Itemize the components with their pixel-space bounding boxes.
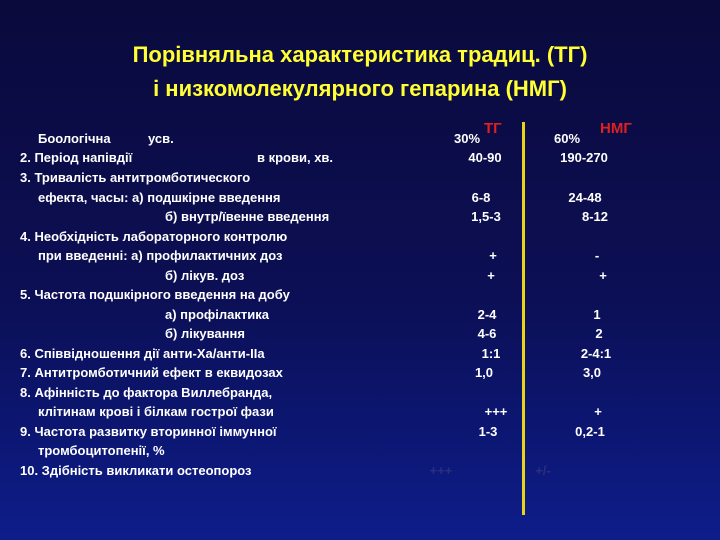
- tg-value: +++: [429, 463, 453, 478]
- table-row: [0, 188, 720, 208]
- row-label: 4. Необхідність лабораторного контролю: [20, 229, 288, 244]
- nmg-value: 2: [595, 326, 603, 341]
- table-row: [0, 266, 720, 286]
- row-label: Боологічна: [38, 131, 111, 146]
- row-label-extra: усв.: [148, 131, 174, 146]
- table-row: [0, 344, 720, 364]
- tg-value: 30%: [453, 131, 481, 146]
- table-row: [0, 422, 720, 442]
- table-row: [0, 227, 720, 247]
- table-row: [0, 246, 720, 266]
- table-row: [0, 129, 720, 149]
- tg-value: 1,0: [474, 365, 494, 380]
- tg-value: 1:1: [481, 346, 501, 361]
- nmg-value: +: [594, 404, 602, 419]
- row-label: 9. Частота развитку вторинної іммунної: [20, 424, 277, 439]
- nmg-value: 190-270: [560, 150, 608, 165]
- column-header-nmg: НМГ: [600, 120, 632, 137]
- tg-value: 40-90: [468, 150, 502, 165]
- column-header-tg: ТГ: [484, 120, 502, 137]
- nmg-value: +: [599, 268, 607, 283]
- table-row: [0, 148, 720, 168]
- title-line-2: і низкомолекулярного гепарина (НМГ): [153, 76, 567, 101]
- row-label: а) профілактика: [165, 307, 269, 322]
- title-line-1: Порівняльна характеристика традиц. (ТГ): [132, 42, 588, 67]
- nmg-value: 24-48: [568, 190, 602, 205]
- nmg-value: 1: [593, 307, 601, 322]
- row-label: 10. Здібність викликати остеопороз: [20, 463, 252, 478]
- nmg-value: +/-: [535, 463, 551, 478]
- row-label-extra: в крови, хв.: [257, 150, 334, 165]
- row-label: б) внутр/ївенне введення: [165, 209, 330, 224]
- tg-value: 4-6: [477, 326, 497, 341]
- tg-value: +: [489, 248, 497, 263]
- tg-value: 1,5-3: [471, 209, 501, 224]
- table-row: [0, 402, 720, 422]
- table-row: [0, 305, 720, 325]
- row-label: 5. Частота подшкірного введення на добу: [20, 287, 290, 302]
- table-row: [0, 461, 720, 481]
- slide-title: [0, 38, 720, 106]
- nmg-value: -: [594, 248, 600, 263]
- tg-value: 2-4: [477, 307, 497, 322]
- row-label: ефекта, часы: а) подшкірне введення: [38, 190, 281, 205]
- row-label: 3. Тривалість антитромботического: [20, 170, 251, 185]
- nmg-value: 2-4:1: [580, 346, 612, 361]
- row-label: б) лікування: [165, 326, 245, 341]
- table-row: [0, 168, 720, 188]
- tg-value: +++: [484, 404, 508, 419]
- table-row: [0, 207, 720, 227]
- nmg-value: 60%: [553, 131, 581, 146]
- row-label: 2. Період напівдії: [20, 150, 133, 165]
- table-row: [0, 285, 720, 305]
- nmg-value: 0,2-1: [575, 424, 605, 439]
- nmg-value: 8-12: [581, 209, 609, 224]
- row-label: тромбоцитопенії, %: [38, 443, 165, 458]
- table-row: [0, 383, 720, 403]
- tg-value: 6-8: [471, 190, 491, 205]
- row-label: 7. Антитромботичний ефект в еквидозах: [20, 365, 283, 380]
- table-row: [0, 363, 720, 383]
- tg-value: +: [487, 268, 495, 283]
- table-row: [0, 324, 720, 344]
- nmg-value: 3,0: [582, 365, 602, 380]
- table-row: [0, 441, 720, 461]
- row-label: 6. Співвідношення дії анти-Ха/анти-ІІа: [20, 346, 265, 361]
- tg-value: 1-3: [478, 424, 498, 439]
- row-label: 8. Афінність до фактора Виллебранда,: [20, 385, 273, 400]
- row-label: клітинам крові і білкам гострої фази: [38, 404, 274, 419]
- row-label: при введенні: а) профилактичних доз: [38, 248, 283, 263]
- row-label: б) лікув. доз: [165, 268, 245, 283]
